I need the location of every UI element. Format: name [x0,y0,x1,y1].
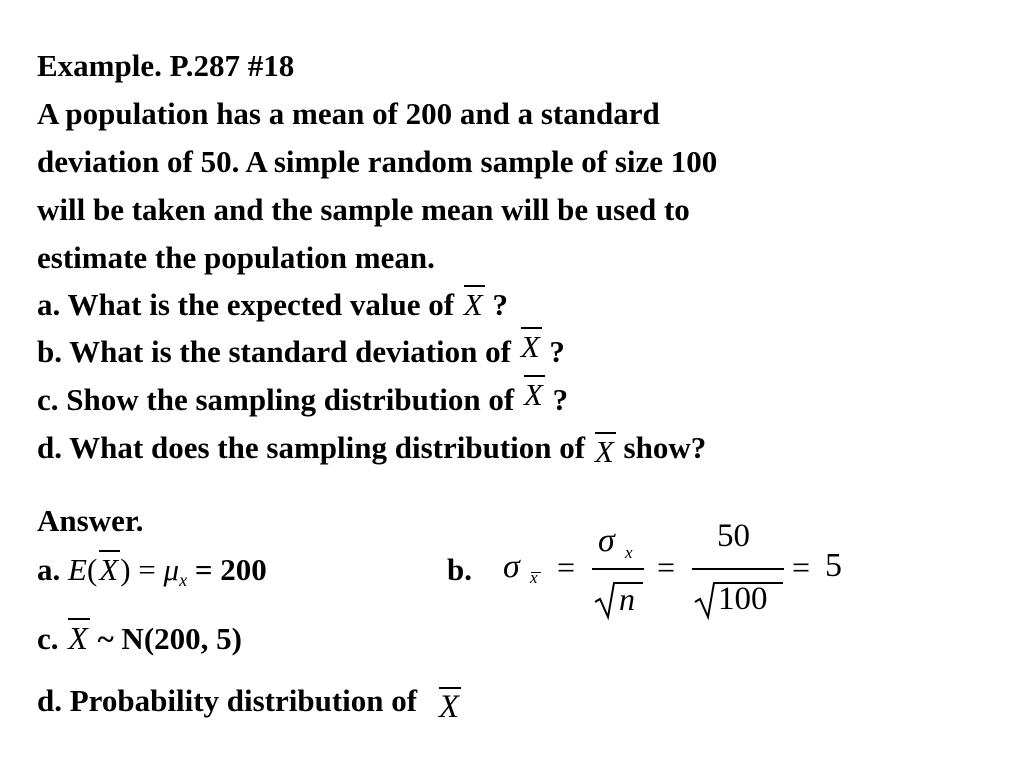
xbar-symbol: X [463,287,483,322]
equals-sign: = [792,549,811,585]
fraction-bar [692,568,784,570]
denominator: 100 [718,581,768,617]
answer-d [37,683,461,725]
question-b-end: ? [549,334,565,369]
answer-c-text: ~ N(200, 5) [97,621,242,656]
question-c-end: ? [552,382,569,417]
question-b-text: b. What is the standard deviation of [37,334,511,369]
answer-a: a. $E(X) = \mu_x = 200$ [37,552,267,590]
sigma-symbol: σ [598,522,615,559]
answer-b-label: b. [447,552,472,587]
xbar-symbol: X [594,434,614,469]
sigma-subscript: x [530,568,538,587]
xbar-symbol: X [520,329,540,364]
sigma-symbol: σ [503,548,520,585]
answer-heading: Answer. [37,503,144,538]
answer-d-text: d. Probability distribution of [37,683,418,718]
sigma-subscript: x [625,543,633,562]
question-a [37,287,508,323]
xbar-symbol: X [438,689,460,725]
question-a-end: ? [492,287,508,322]
mu-subscript: x [179,570,188,590]
subscript-bar [531,572,541,573]
equals-sign: = [657,549,676,585]
answer-c-label: c. [37,621,59,656]
expectation-symbol: E [68,552,87,587]
answer-a-label: a. [37,552,61,587]
question-c [37,377,569,418]
fraction-bar [592,568,644,570]
problem-line-2: deviation of 50. A simple random sample of size 100 [37,144,718,179]
problem-line-4: estimate the population mean. [37,240,435,275]
question-a-text: a. What is the expected value of [37,287,455,322]
problem-line-1: A population has a mean of 200 and a standard [37,96,660,131]
answer-a-value: = 200 [194,552,267,587]
equals-sign: = [557,549,576,585]
xbar-symbol: X [68,620,88,656]
question-c-text: c. Show the sampling distribution of [37,382,515,417]
question-b [37,329,565,370]
problem-line-3: will be taken and the sample mean will be used to [37,192,690,227]
xbar-symbol: X [523,377,543,412]
xbar-symbol: X [99,552,119,587]
question-d-text: d. What does the sampling distribution of [37,430,586,465]
mu-symbol: μ [163,552,180,587]
answer-b-result: 5 [825,547,842,584]
question-d-end: show? [623,430,707,465]
numerator: 50 [717,518,750,554]
question-d [37,430,707,469]
answer-c [37,620,242,657]
sqrt-variable: n [619,581,635,617]
page-title: Example. P.287 #18 [37,48,295,83]
